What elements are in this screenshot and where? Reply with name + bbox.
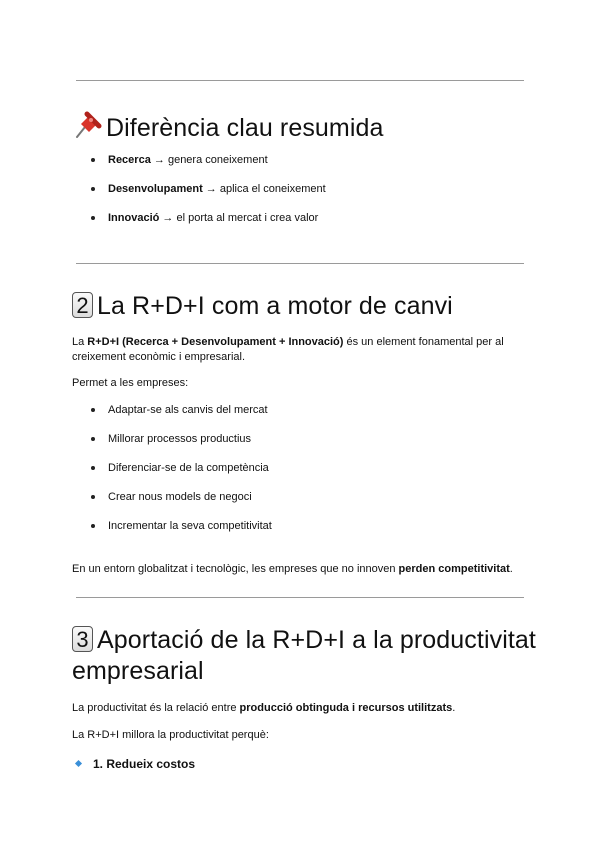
- list-item: [90, 211, 326, 225]
- list-item: [90, 182, 326, 196]
- list-item: Adaptar-se als canvis del mercat: [90, 403, 272, 417]
- arrow: →: [159, 212, 177, 224]
- description: aplica el coneixement: [219, 183, 326, 195]
- subheading-text: 1. Redueix costos: [93, 757, 196, 771]
- list-item: Incrementar la seva competitivitat: [90, 519, 272, 533]
- list-item: Diferenciar-se de la competència: [90, 461, 272, 475]
- paragraph: En un entorn globalitzat i tecnològic, les empreses que no innoven perden competitivitat.: [72, 563, 513, 575]
- small-blue-diamond-icon: [75, 760, 82, 767]
- paragraph: La productivitat és la relació entre producció obtinguda i recursos utilitzats.: [72, 702, 456, 714]
- divider: [76, 263, 524, 264]
- benefits-list: [90, 403, 272, 533]
- list-item: [90, 153, 326, 167]
- subheading: [76, 756, 195, 772]
- term: Recerca: [108, 154, 151, 166]
- section-heading-text: La R+D+I com a motor de canvi: [97, 292, 453, 320]
- term: Desenvolupament: [108, 183, 203, 195]
- arrow: →: [202, 183, 220, 195]
- summary-list: [90, 153, 326, 225]
- term: Innovació: [108, 212, 160, 224]
- pushpin-icon: [72, 111, 102, 139]
- section-heading-text: Diferència clau resumida: [106, 114, 384, 142]
- arrow: →: [150, 154, 168, 166]
- section-heading-3: [72, 625, 536, 687]
- section-heading-2: [72, 290, 453, 322]
- paragraph: La R+D+I (Recerca + Desenvolupament + Innovació) és un element fonamental per al creixement econòmic i empresarial.: [72, 336, 504, 363]
- divider: [76, 80, 524, 81]
- section-heading-summary: [72, 111, 384, 144]
- keycap-number-icon: 3: [72, 626, 93, 652]
- description: genera coneixement: [167, 154, 268, 166]
- section-heading-text: empresarial: [72, 657, 204, 685]
- paragraph: La R+D+I millora la productivitat perquè:: [72, 729, 269, 741]
- list-item: Millorar processos productius: [90, 432, 272, 446]
- paragraph: Permet a les empreses:: [72, 377, 189, 389]
- list-item: Crear nous models de negoci: [90, 490, 272, 504]
- keycap-number-icon: 2: [72, 292, 93, 318]
- section-heading-text: Aportació de la R+D+I a la productivitat: [97, 626, 536, 654]
- description: el porta al mercat i crea valor: [176, 212, 319, 224]
- divider: [76, 597, 524, 598]
